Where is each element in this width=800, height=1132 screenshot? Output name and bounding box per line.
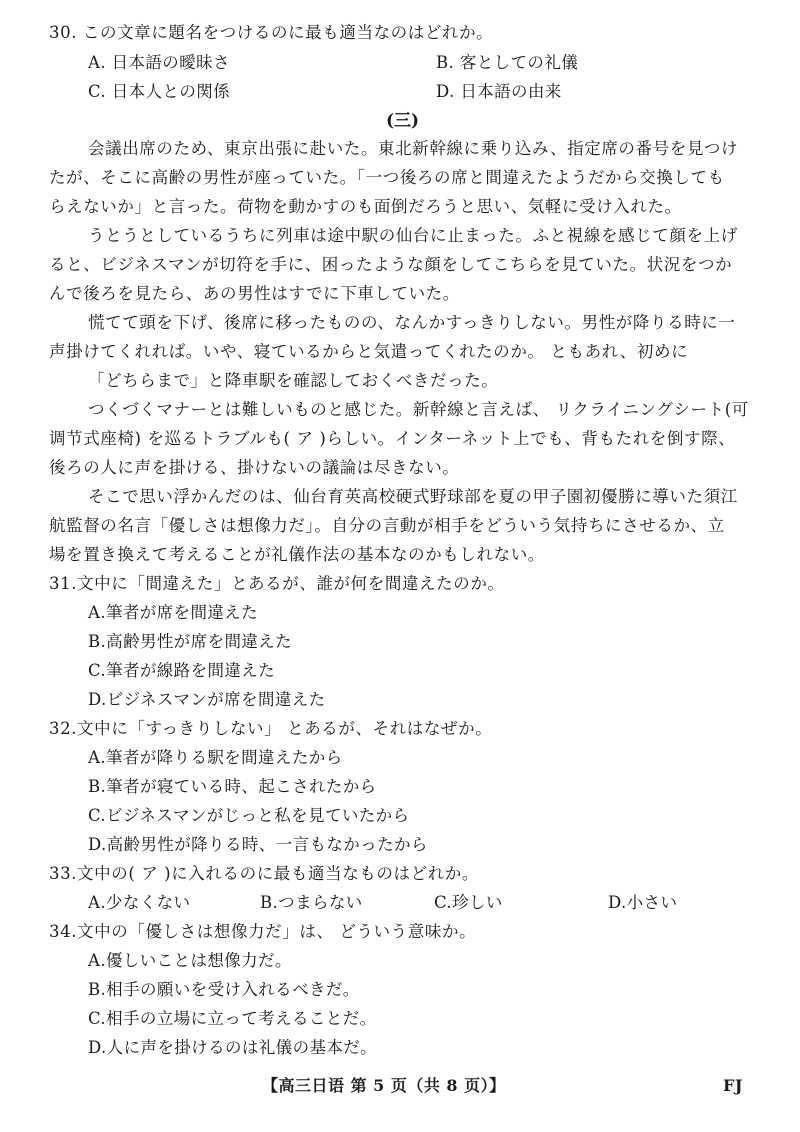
passage-line: 後ろの人に声を掛ける、掛けないの議論は尽きない。: [49, 458, 460, 477]
passage-line: 航監督の名言「優しさは想像力だ」。自分の言動が相手をどういう気持ちにさせるか、立: [49, 516, 725, 535]
q30-stem: 30. この文章に題名をつけるのに最も適当なのはどれか。: [49, 23, 494, 42]
q30-option-b: B. 客としての礼儀: [436, 53, 579, 72]
passage-line: うとうとしているうちに列車は途中駅の仙台に止まった。ふと視線を感じて顔を上げ: [88, 226, 738, 245]
page-footer: 【高三日语 第 5 页（共 8 页）】: [262, 1076, 506, 1095]
q32-stem: 32.文中に「すっきりしない」 とあるが、それはなぜか。: [49, 719, 493, 738]
passage-line: 慌てて頭を下げ、後席に移ったものの、なんかすっきりしない。男性が降りる時に一: [88, 313, 736, 332]
q34-option-c: C.相手の立場に立って考えることだ。: [88, 1009, 377, 1028]
passage-line: そこで思い浮かんだのは、仙台育英高校硬式野球部を夏の甲子園初優勝に導いた須江: [88, 487, 738, 506]
passage-line: 调节式座椅) を巡るトラブルも( ア )らしい。インターネット上でも、背もたれを倒す際、: [49, 429, 736, 448]
q31-option-d: D.ビジネスマンが席を間違えた: [88, 690, 326, 709]
q32-option-d: D.高齢男性が降りる時、一言もなかったから: [88, 835, 428, 854]
passage-line: らえないか」と言った。荷物を動かすのも面倒だろうと思い、気軽に受け入れた。: [49, 197, 682, 216]
q33-option-a: A.少なくない: [88, 893, 191, 912]
passage-line: んで後ろを見たら、あの男性はすでに下車していた。: [49, 284, 460, 303]
q30-option-d: D. 日本語の由来: [436, 82, 562, 101]
q34-stem: 34.文中の「優しさは想像力だ」は、 どういう意味か。: [49, 922, 477, 941]
q31-option-a: A.筆者が席を間違えた: [88, 603, 259, 622]
section-title: (三): [386, 111, 420, 131]
q33-stem: 33.文中の( ア )に入れるのに最も適当なものはどれか。: [49, 864, 480, 883]
q30-option-c: C. 日本人との関係: [88, 82, 231, 101]
passage-line: 会議出席のため、東京出張に赴いた。東北新幹線に乗り込み、指定席の番号を見つけ: [88, 139, 739, 158]
passage-line: 「どちらまで」と降車駅を確認しておくべきだった。: [88, 371, 499, 390]
q32-option-b: B.筆者が寝ている時、起こされたから: [88, 777, 377, 796]
q32-option-a: A.筆者が降りる駅を間違えたから: [88, 748, 343, 767]
q34-option-a: A.優しいことは想像力だ。: [88, 951, 292, 970]
q34-option-d: D.人に声を掛けるのは礼儀の基本だ。: [88, 1038, 378, 1057]
q30-option-a: A. 日本語の曖昧さ: [88, 53, 230, 72]
passage-line: 場を置き換えて考えることが礼儀作法の基本なのかもしれない。: [49, 545, 545, 564]
q31-option-b: B.高齢男性が席を間違えた: [88, 632, 293, 651]
q33-option-b: B.つまらない: [260, 893, 363, 912]
passage-line: たが、そこに高齢の男性が座っていた。「一つ後ろの席と間違えたようだから交換しても: [49, 168, 725, 187]
q33-option-d: D.小さい: [608, 893, 678, 912]
q32-option-c: C.ビジネスマンがじっと私を見ていたから: [88, 806, 410, 825]
q34-option-b: B.相手の願いを受け入れるべきだ。: [88, 980, 360, 999]
q33-option-c: C.珍しい: [434, 893, 503, 912]
passage-line: ると、ビジネスマンが切符を手に、困ったような顔をしてこちらを見ていた。状況をつか: [49, 255, 733, 274]
passage-line: つくづくマナーとは難しいものと感じた。新幹線と言えば、 リクライニングシート(可: [88, 400, 749, 419]
passage-line: 声掛けてくれれば。いや、寝ているからと気遣ってくれたのか。 ともあれ、初めに: [49, 342, 689, 361]
paper-code: FJ: [723, 1076, 743, 1095]
q31-stem: 31.文中に「間違えた」とあるが、誰が何を間違えたのか。: [49, 574, 505, 593]
q31-option-c: C.筆者が線路を間違えた: [88, 661, 276, 680]
